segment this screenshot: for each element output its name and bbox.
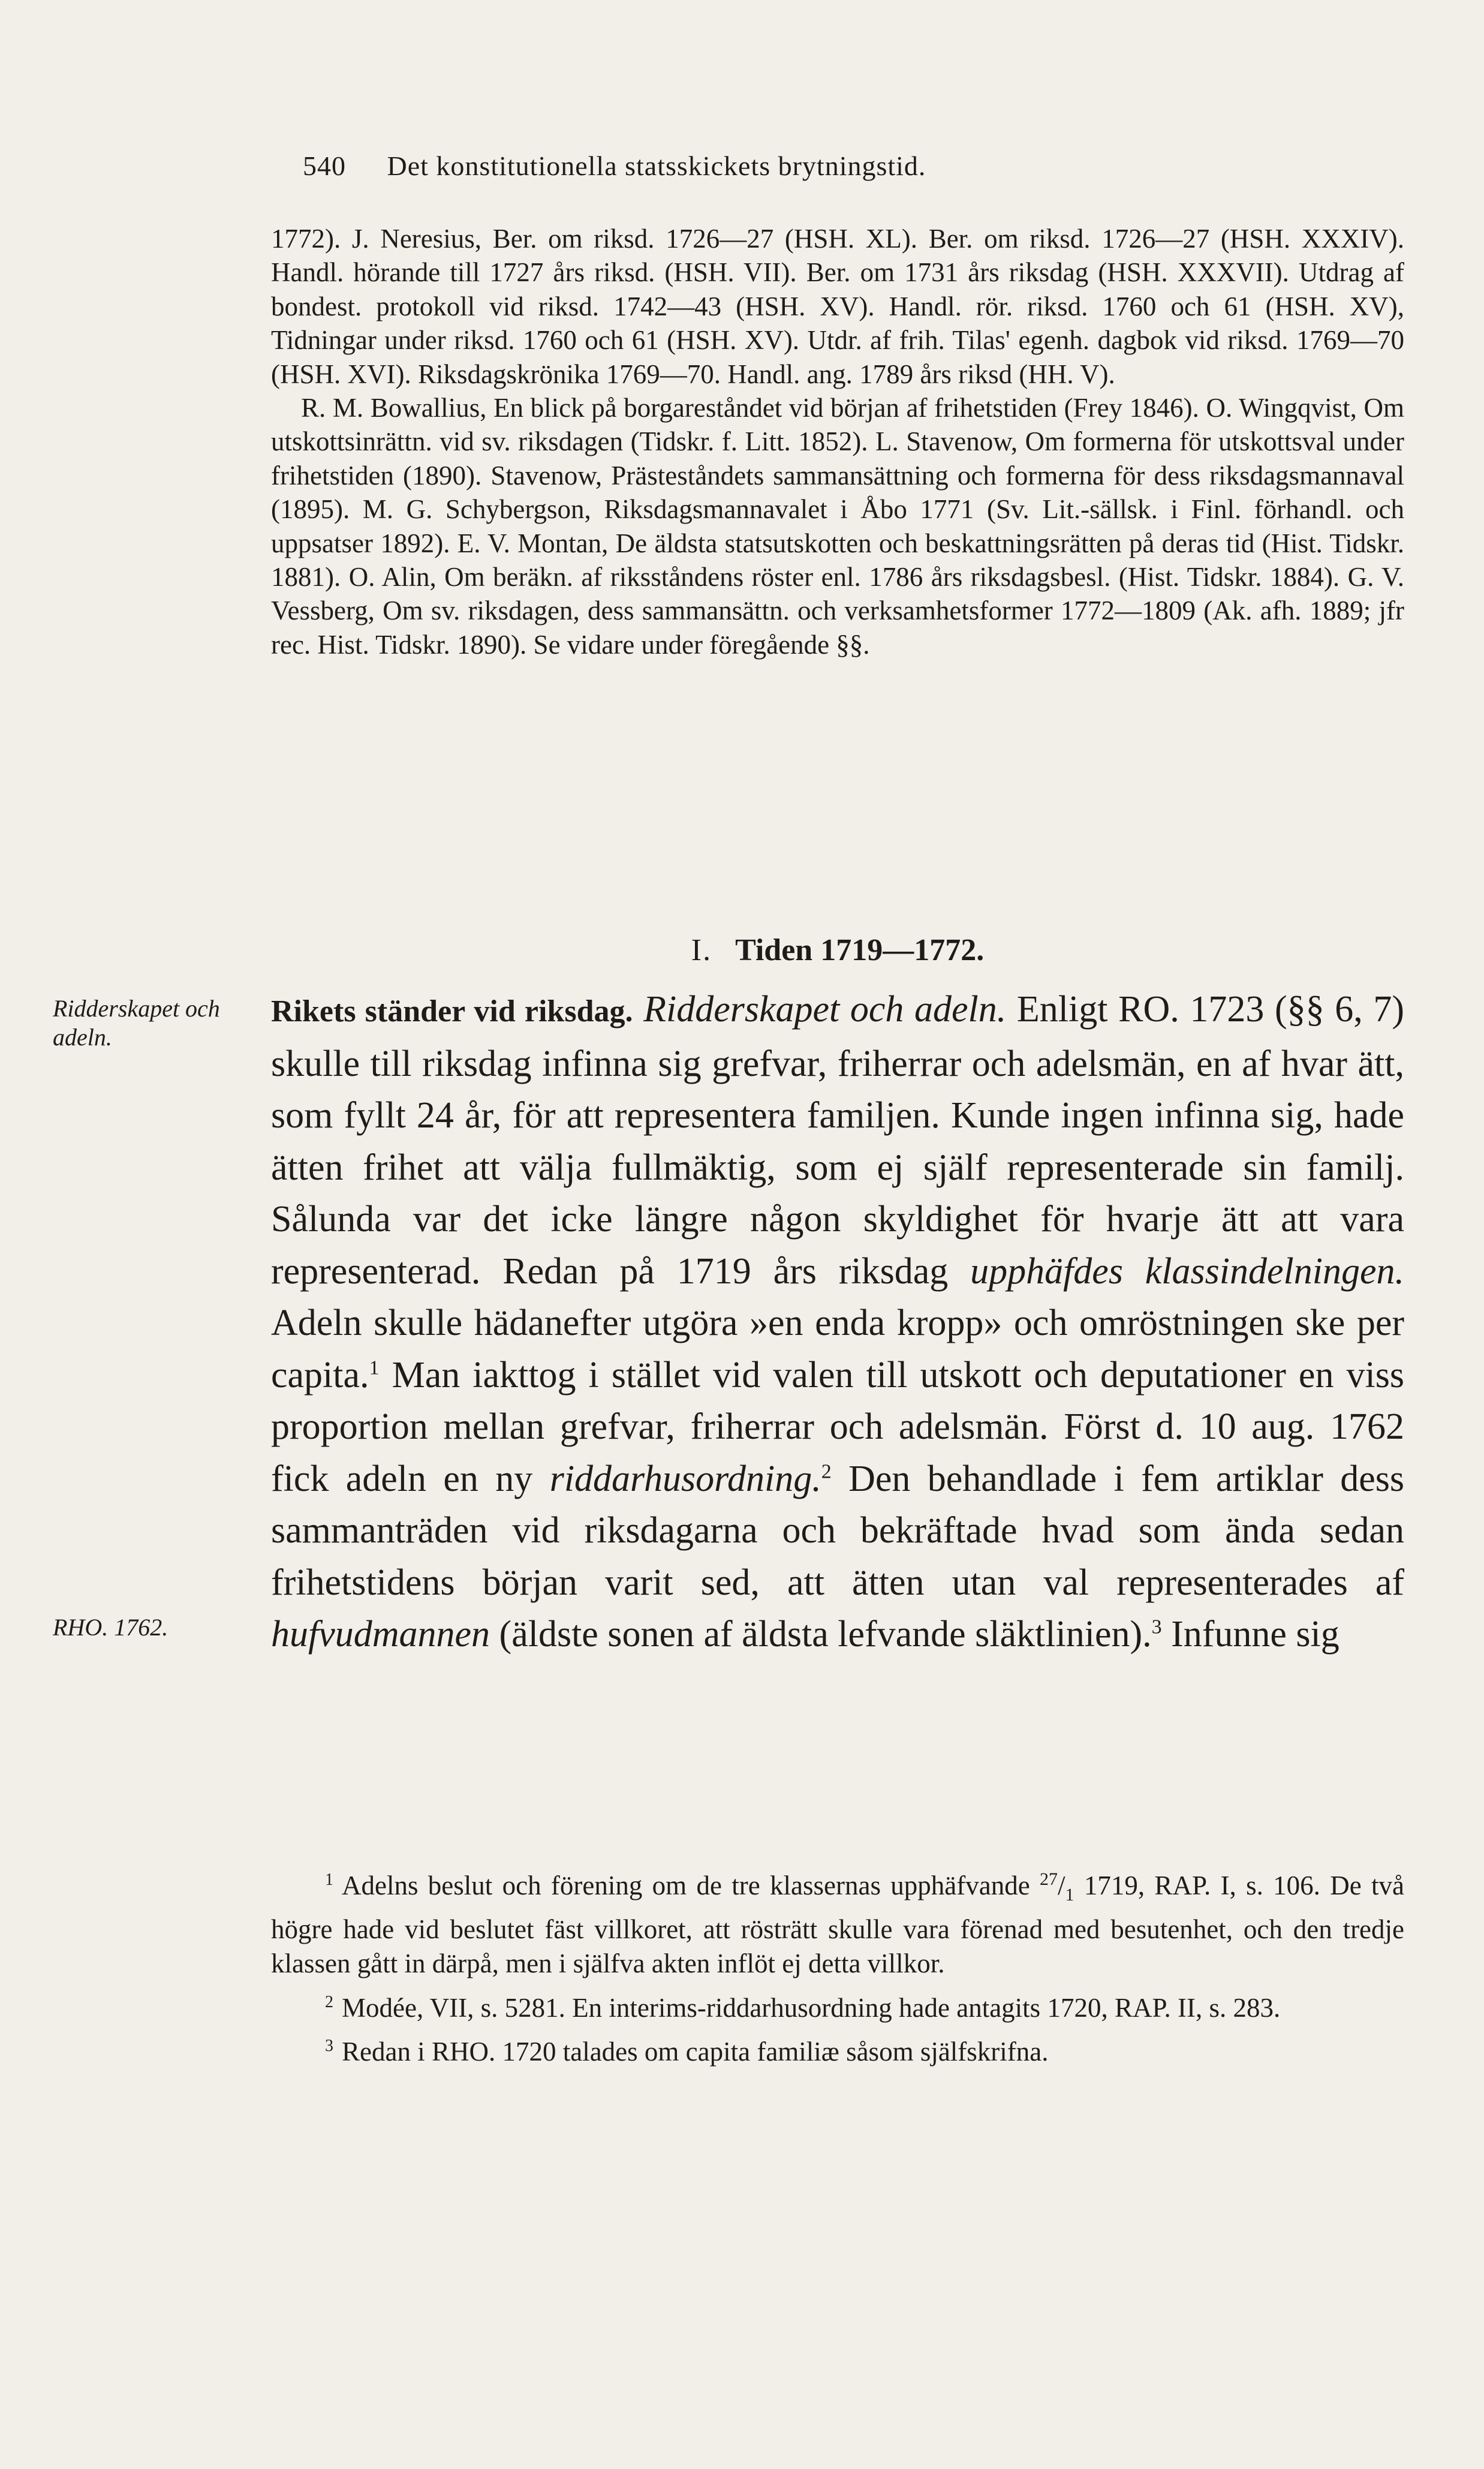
- page-header: [303, 150, 1322, 182]
- lead-heading: Rikets ständer vid riksdag.: [271, 994, 633, 1029]
- text-run: (äldste sonen af äldsta lefvande släktlinien).: [490, 1614, 1152, 1655]
- text-run: Man iakttog i stället vid valen till utskott och deputationer en viss proportion mellan grefvar, friherrar och adelsmän. Först d. 10 aug. 1762 fick adeln en ny: [271, 1354, 1404, 1499]
- footnote-ref[interactable]: 1: [369, 1356, 380, 1379]
- footnote-mark: 2: [325, 1992, 333, 2011]
- page-number: 540: [303, 151, 346, 181]
- footnote: [271, 1985, 1404, 2026]
- bibliography-paragraph: 1772). J. Neresius, Ber. om riksd. 1726—27 (HSH. XL). Ber. om riksd. 1726—27 (HSH. XXXIV). Handl. hörande till 1727 års riksd. (HSH. VII). Ber. om 1731 års riksdag (HSH. XXXVII). Utdrag af bondest. protokoll vid riksd. 1742—43 (HSH. XV). Handl. rör. riksd. 1760 och 61 (HSH. XV), Tidningar under riksd. 1760 och 61 (HSH. XV). Utdr. af frih. Tilas' egenh. dagbok vid riksd. 1769—70 (HSH. XVI). Riksdagskrönika 1769—70. Handl. ang. 1789 års riksd (HH. V).: [271, 224, 1404, 389]
- footnote: [271, 2029, 1404, 2070]
- emphasis: upphäfdes klassindelningen.: [970, 1250, 1404, 1292]
- footnote-ref[interactable]: 3: [1151, 1616, 1162, 1638]
- bibliography-paragraph: R. M. Bowallius, En blick på borgareståndet vid början af frihetstiden (Frey 1846). O. Wingqvist, Om utskottsinrättn. vid sv. riksdagen (Tidskr. f. Litt. 1852). L. Stavenow, Om formerna för utskottsval under frihetstiden (1890). Stavenow, Prästeståndets sammansättning och formerna för dess riksdagsmannaval (1895). M. G. Schybergson, Riksdagsmannavalet i Åbo 1771 (Sv. Lit.-sällsk. i Finl. förhandl. och uppsatser 1892). E. V. Montan, De äldsta statsutskotten och beskattningsrätten på deras tid (Hist. Tidskr. 1881). O. Alin, Om beräkn. af riksståndens röster enl. 1786 års riksdagsbesl. (Hist. Tidskr. 1884). G. V. Vessberg, Om sv. riksdagen, dess sammansättn. och verksamhetsformer 1772—1809 (Ak. afh. 1889; jfr rec. Hist. Tidskr. 1890). Se vidare under föregående §§.: [271, 393, 1404, 660]
- fraction-denominator: 1: [1065, 1885, 1074, 1905]
- footnote: $^1$ Adelns beslut och förening om de tre klassernas upphäfvande $^{27}/_1$ 1719, RAP. I, s. 106. De två högre hade vid beslutet fäst villkoret, att rösträtt skulle vara förenad med besutenhet, och den tredje klassen gått in därpå, men i själfva akten inflöt ej detta villkor.: [271, 1869, 1404, 1978]
- margin-note: Ridderskapet och adeln.: [53, 995, 220, 1051]
- footnote-ref[interactable]: 2: [821, 1460, 832, 1482]
- footnote-text: Adelns beslut och förening om de tre klassernas upphäfvande: [342, 1870, 1040, 1900]
- bibliography-block: [271, 222, 1404, 661]
- text-run: Infunne sig: [1161, 1614, 1339, 1655]
- running-title: Det konstitutionella statsskickets brytningstid.: [387, 151, 926, 181]
- emphasis: hufvudmannen: [271, 1614, 490, 1655]
- section-heading: [271, 933, 1404, 968]
- footnote-mark: 3: [325, 2037, 333, 2055]
- main-paragraph: [271, 984, 1404, 1661]
- main-text: [271, 984, 1404, 1661]
- emphasis: riddarhusordning.: [549, 1458, 821, 1499]
- margin-note: RHO. 1762.: [53, 1614, 168, 1641]
- footnote-text: Modée, VII, s. 5281. En interims-riddarhusordning hade antagits 1720, RAP. II, s. 283.: [342, 1992, 1281, 2023]
- text-run: Den behandlade i fem artiklar dess sammanträden vid riksdagarna och bekräftade hvad som ända sedan frihetstidens början varit sed, att ätten utan val representerades af: [271, 1458, 1404, 1603]
- footnote-mark: 1: [325, 1870, 333, 1889]
- subheading: Ridderskapet och adeln.: [643, 989, 1007, 1030]
- footnotes: [271, 1862, 1404, 2073]
- fraction-numerator: 27: [1040, 1869, 1058, 1889]
- footnote-text: Redan i RHO. 1720 talades om capita familiæ såsom själfskrifna.: [342, 2037, 1049, 2067]
- text-run: Enligt RO. 1723 (§§ 6, 7) skulle till riksdag infinna sig grefvar, friherrar och adelsmän, en af hvar ätt, som fyllt 24 år, för att representera familjen. Kunde ingen infinna sig, hade ätten frihet att välja fullmäktig, som ej själf representerade sin familj. Sålunda var det icke längre någon skyldighet för hvarje ätt att vara representerad. Redan på 1719 års riksdag: [271, 989, 1405, 1292]
- footnote-text: 1719, RAP. I, s. 106. De två högre hade vid beslutet fäst villkoret, att rösträtt skulle vara förenad med besutenhet, och den tredje klassen gått in därpå, men i själfva akten inflöt ej detta villkor.: [271, 1870, 1404, 1978]
- text-run: Adeln skulle hädanefter utgöra »en enda kropp» och omröstningen ske per capita.: [271, 1303, 1404, 1396]
- section-number: I.: [691, 933, 712, 967]
- section-title: Tiden 1719—1772.: [735, 933, 985, 967]
